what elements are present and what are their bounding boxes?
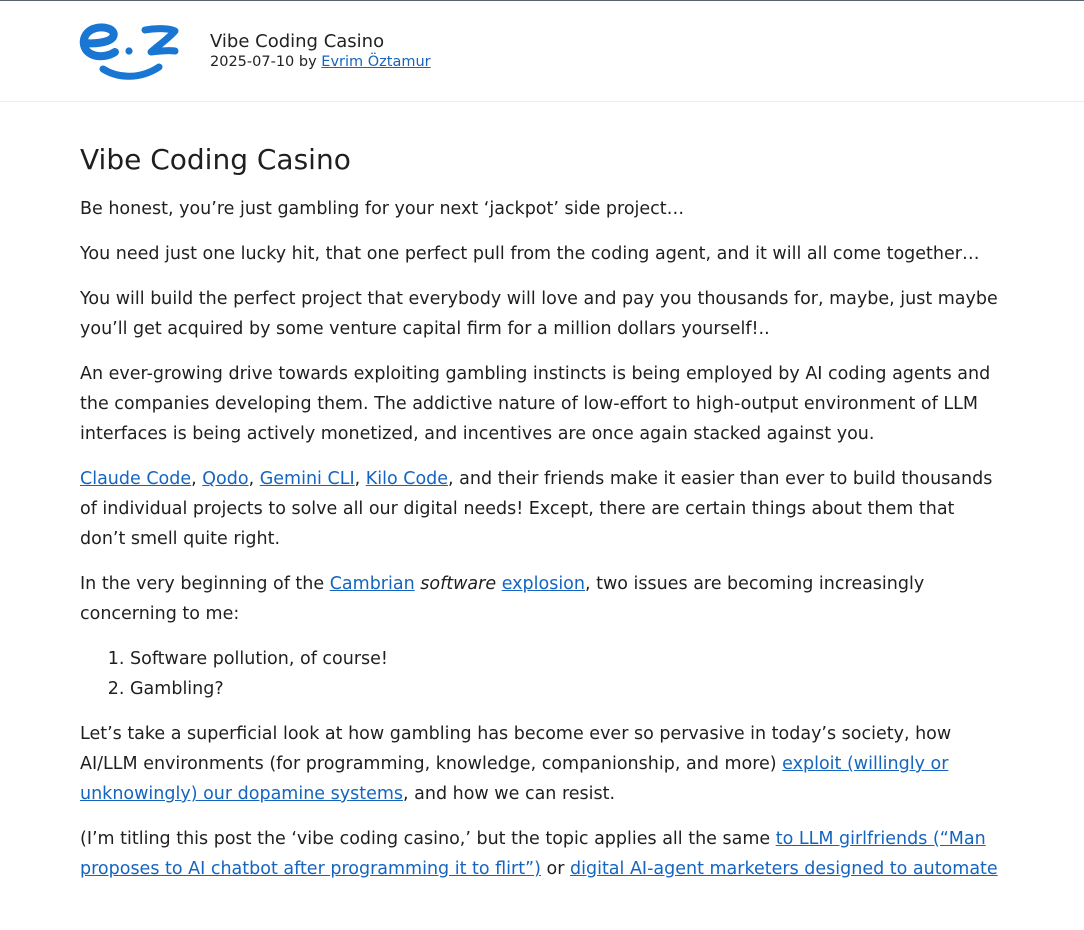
paragraph-intro: Be honest, you’re just gambling for your next ‘jackpot’ side project… — [80, 199, 685, 219]
post-meta — [210, 54, 431, 70]
paragraph-text: , and how we can resist. — [403, 784, 616, 804]
emphasis-software: software — [420, 574, 497, 594]
paragraph-gambling-instincts: An ever-growing drive towards exploiting gambling instincts is being employed by AI coding agents and the companies developing them. The addictive nature of low-effort to high-output environment of LLM interfaces is being actively monetized, and incentives are once again stacked against you. — [80, 364, 991, 444]
paragraph-text: , and their friends make it easier than ever to build thousands of individual projects to solve all our digital needs! Except, there are certain things about them that don’t smell quite right. — [80, 469, 993, 549]
separator: , — [191, 469, 203, 489]
author-link[interactable]: Evrim Öztamur — [321, 54, 431, 70]
by-label: by — [298, 54, 317, 70]
post-date: 2025-07-10 — [210, 54, 295, 70]
link-cambrian[interactable]: Cambrian — [329, 574, 415, 594]
paragraph-cambrian — [80, 569, 1005, 629]
ez-smiley-logo-icon — [79, 21, 181, 83]
paragraph-dopamine — [80, 719, 1005, 809]
article-content — [80, 142, 1005, 884]
paragraph-text: Let’s take a superficial look at how gambling has become ever so pervasive in today’s society, how AI/LLM environments (for programming, knowledge, companionship, and more) — [80, 724, 952, 774]
separator: , — [354, 469, 366, 489]
paragraph-text: or — [540, 859, 570, 879]
paragraph-titling — [80, 824, 1005, 884]
paragraph-text: , two issues are becoming increasingly concerning to me: — [80, 574, 925, 624]
site-title: Vibe Coding Casino — [210, 31, 385, 52]
link-claude-code[interactable]: Claude Code — [80, 469, 192, 489]
paragraph-lucky-hit: You need just one lucky hit, that one perfect pull from the coding agent, and it will all come together… — [80, 244, 980, 264]
link-kilo-code[interactable]: Kilo Code — [365, 469, 449, 489]
paragraph-coding-agents — [80, 464, 1005, 554]
separator: , — [248, 469, 260, 489]
link-gemini-cli[interactable]: Gemini CLI — [259, 469, 355, 489]
link-explosion[interactable]: explosion — [501, 574, 585, 594]
link-llm-girlfriends[interactable]: to LLM girlfriends (“Man proposes to AI chatbot after programming it to flirt”) — [80, 829, 986, 879]
site-header — [0, 1, 1084, 102]
list-item: 1. Software pollution, of course! — [130, 644, 1005, 674]
paragraph-text: In the very beginning of the — [80, 574, 330, 594]
issues-list — [80, 644, 1005, 704]
list-item: 2. Gambling? — [130, 674, 1005, 704]
link-dopamine-systems[interactable]: exploit (willingly or unknowingly) our dopamine systems — [80, 754, 949, 804]
link-qodo[interactable]: Qodo — [202, 469, 249, 489]
link-ai-agent-marketers[interactable]: digital AI-agent marketers designed to automate — [570, 859, 998, 879]
paragraph-text: (I’m titling this post the ‘vibe coding casino,’ but the topic applies all the same — [80, 829, 776, 849]
site-logo[interactable] — [79, 21, 181, 83]
paragraph-perfect-project: You will build the perfect project that everybody will love and pay you thousands for, maybe, just maybe you’ll get acquired by some venture capital firm for a million dollars yourself!.. — [80, 289, 998, 339]
article-title: Vibe Coding Casino — [80, 143, 351, 176]
